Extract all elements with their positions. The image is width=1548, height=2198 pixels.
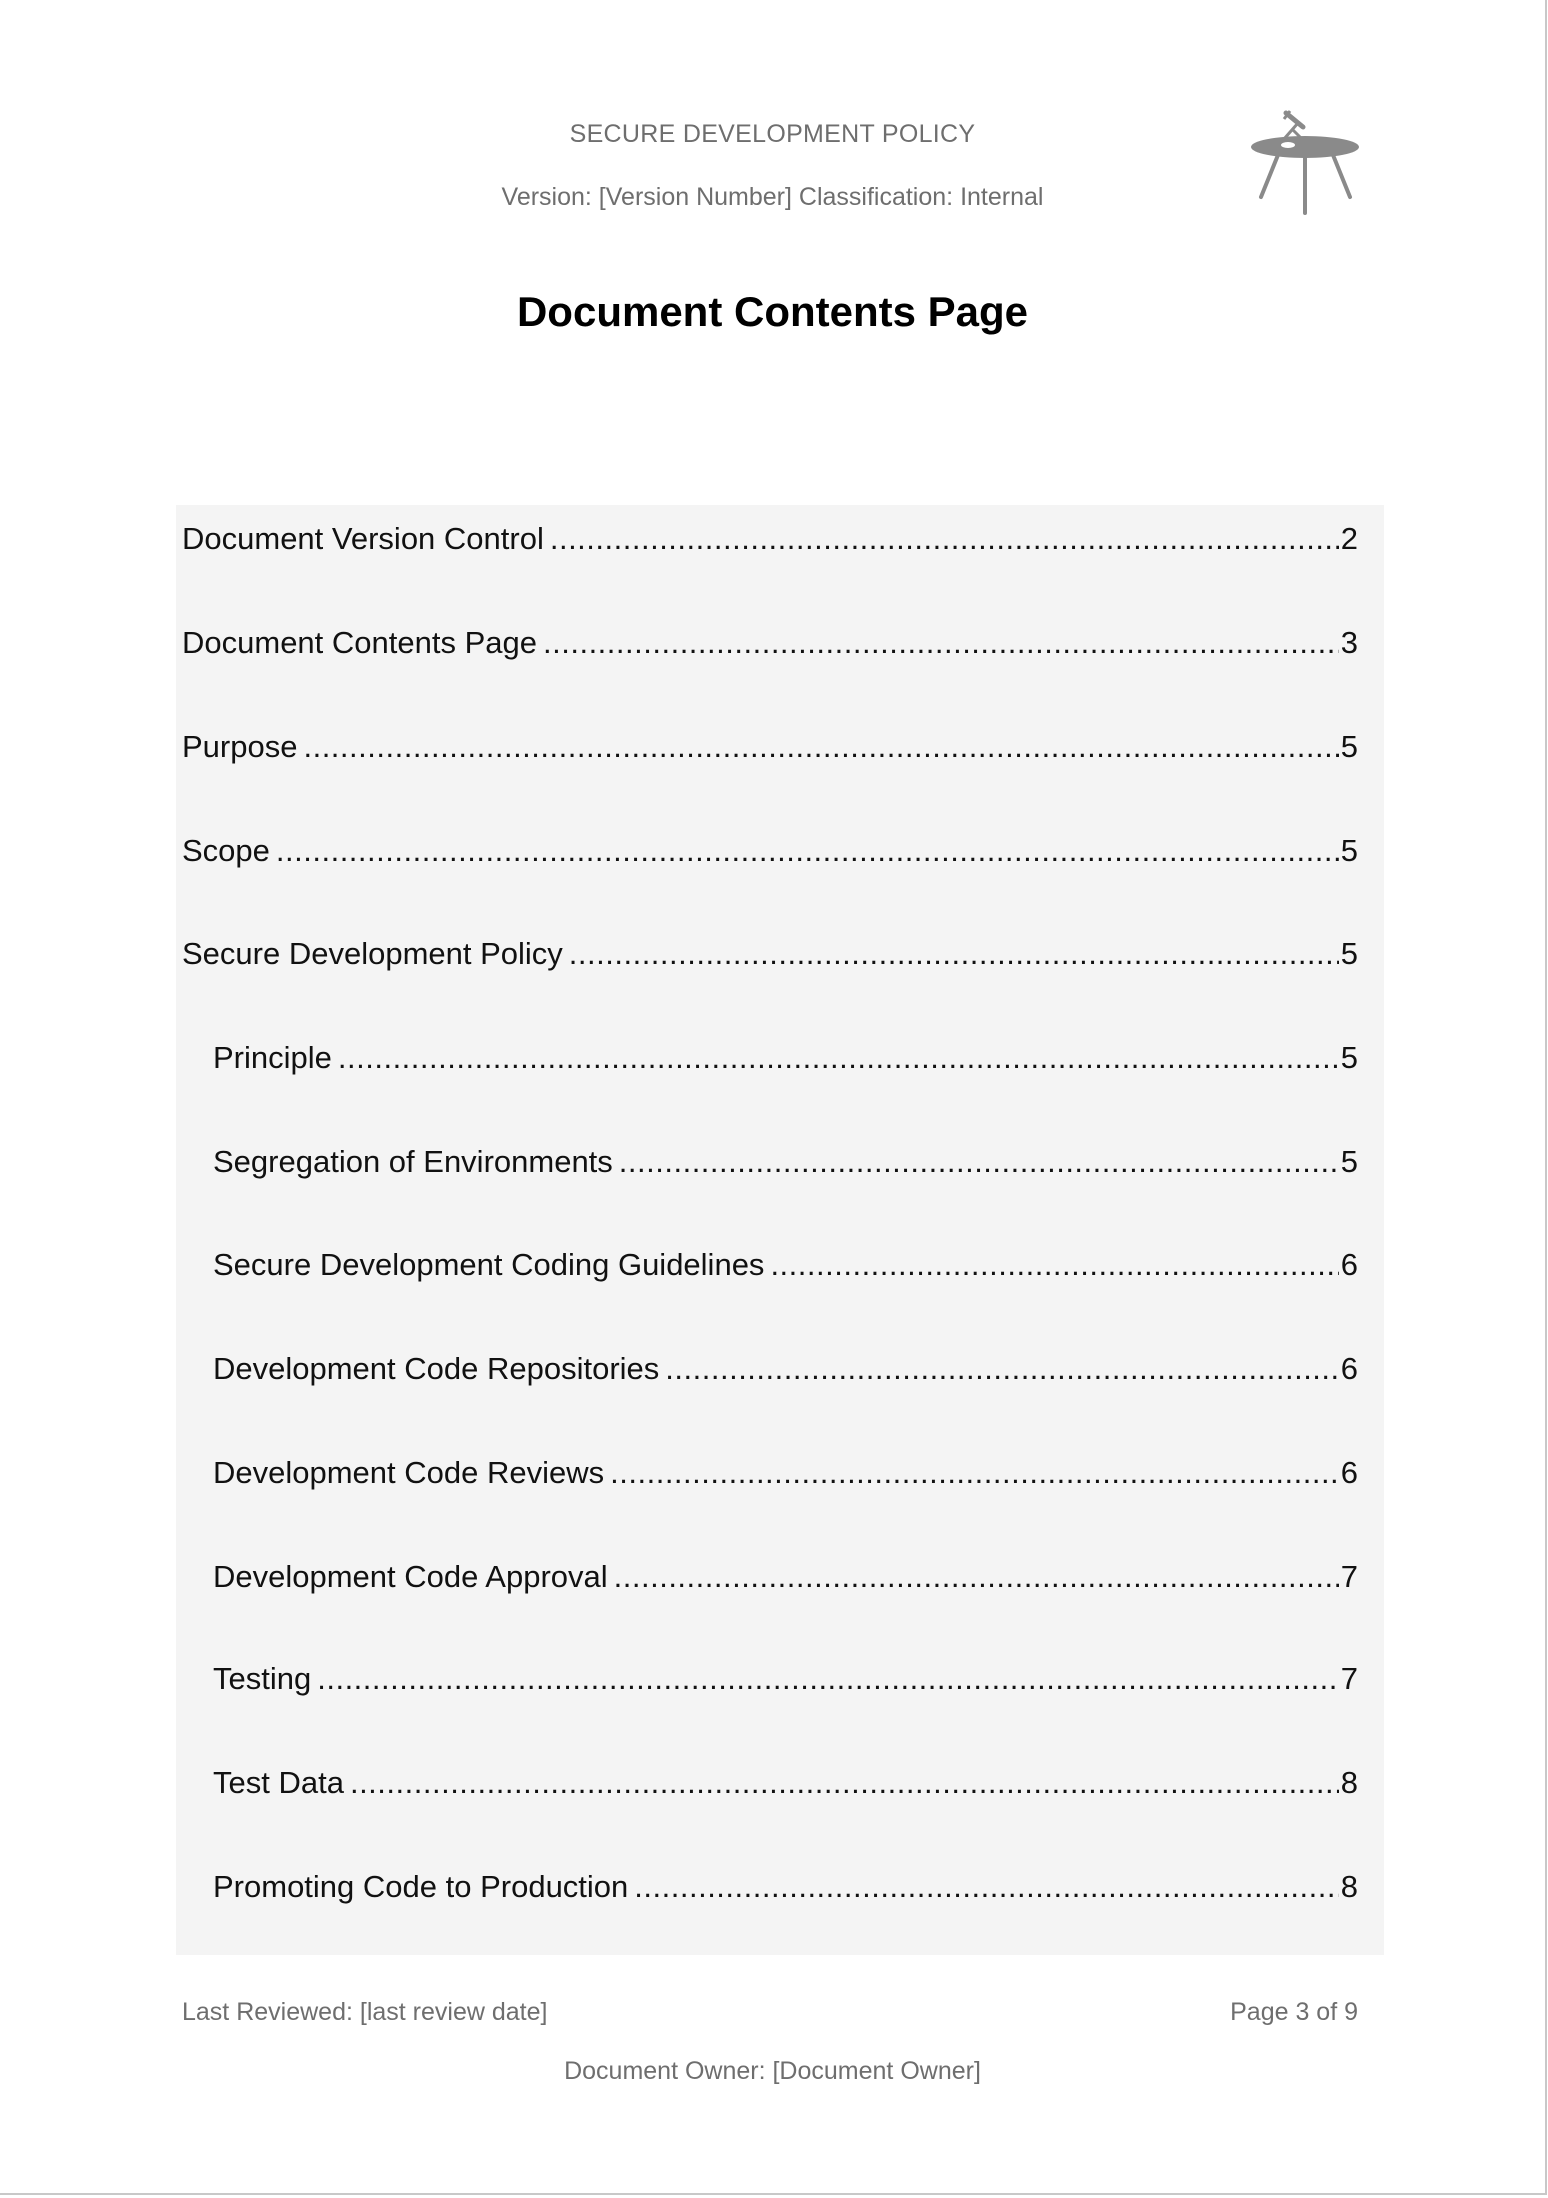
toc-entry-label: Secure Development Policy bbox=[182, 936, 563, 971]
toc-entry[interactable] bbox=[176, 729, 1358, 769]
toc-entry-label: Test Data bbox=[213, 1765, 344, 1800]
toc-entry-page: 5 bbox=[1340, 729, 1358, 764]
page-title: Document Contents Page bbox=[516, 288, 1029, 335]
table-of-contents bbox=[176, 505, 1384, 1955]
toc-entry-page: 5 bbox=[1340, 1040, 1358, 1075]
toc-entry-page: 7 bbox=[1340, 1661, 1358, 1696]
telescope-table-icon bbox=[1248, 105, 1363, 217]
toc-entry-label: Secure Development Coding Guidelines bbox=[213, 1247, 765, 1282]
toc-entry-page: 5 bbox=[1340, 1144, 1358, 1179]
toc-entry[interactable] bbox=[176, 1455, 1358, 1495]
toc-entry-page: 2 bbox=[1340, 521, 1358, 556]
footer-page-number: Page 3 of 9 bbox=[1230, 1998, 1358, 2026]
footer-last-reviewed: Last Reviewed: [last review date] bbox=[182, 1998, 548, 2026]
toc-entry[interactable] bbox=[176, 1869, 1358, 1909]
toc-entry-label: Development Code Reviews bbox=[213, 1455, 605, 1490]
toc-entry-page: 3 bbox=[1340, 625, 1358, 660]
toc-leader-dots bbox=[619, 1144, 1339, 1180]
toc-entry[interactable] bbox=[176, 1247, 1358, 1287]
toc-leader-dots bbox=[665, 1351, 1338, 1387]
toc-leader-dots bbox=[614, 1559, 1339, 1595]
toc-entry[interactable] bbox=[176, 1144, 1358, 1184]
toc-entry-label: Document Contents Page bbox=[182, 625, 537, 660]
toc-leader-dots bbox=[634, 1869, 1338, 1905]
toc-leader-dots bbox=[610, 1455, 1339, 1491]
toc-entry-page: 7 bbox=[1340, 1559, 1358, 1594]
toc-entry-label: Development Code Approval bbox=[213, 1559, 608, 1594]
toc-leader-dots bbox=[303, 729, 1338, 765]
toc-entry-label: Scope bbox=[182, 833, 270, 868]
toc-entry-label: Principle bbox=[213, 1040, 332, 1075]
toc-entry[interactable] bbox=[176, 521, 1358, 561]
toc-entry[interactable] bbox=[176, 1661, 1358, 1701]
toc-entry-label: Document Version Control bbox=[182, 521, 544, 556]
header-title: SECURE DEVELOPMENT POLICY bbox=[569, 120, 976, 148]
footer-document-owner: Document Owner: [Document Owner] bbox=[564, 2057, 981, 2085]
toc-entry[interactable] bbox=[176, 1040, 1358, 1080]
toc-leader-dots bbox=[543, 625, 1339, 661]
toc-entry-page: 5 bbox=[1340, 833, 1358, 868]
toc-leader-dots bbox=[317, 1661, 1339, 1697]
toc-entry[interactable] bbox=[176, 1765, 1358, 1805]
toc-entry-page: 8 bbox=[1340, 1765, 1358, 1800]
toc-entry-page: 5 bbox=[1340, 936, 1358, 971]
toc-entry[interactable] bbox=[176, 833, 1358, 873]
toc-entry[interactable] bbox=[176, 936, 1358, 976]
toc-entry[interactable] bbox=[176, 1559, 1358, 1599]
toc-entry-page: 6 bbox=[1340, 1247, 1358, 1282]
toc-leader-dots bbox=[276, 833, 1339, 869]
toc-leader-dots bbox=[569, 936, 1339, 972]
toc-leader-dots bbox=[338, 1040, 1339, 1076]
toc-entry-label: Promoting Code to Production bbox=[213, 1869, 629, 1904]
toc-entry-label: Segregation of Environments bbox=[213, 1144, 613, 1179]
toc-leader-dots bbox=[550, 521, 1339, 557]
toc-entry-label: Development Code Repositories bbox=[213, 1351, 660, 1386]
toc-entry-page: 8 bbox=[1340, 1869, 1358, 1904]
header-subtitle: Version: [Version Number] Classification: Internal bbox=[501, 183, 1044, 211]
toc-entry-label: Testing bbox=[213, 1661, 312, 1696]
toc-entry[interactable] bbox=[176, 1351, 1358, 1391]
toc-entry-page: 6 bbox=[1340, 1455, 1358, 1490]
toc-leader-dots bbox=[770, 1247, 1338, 1283]
toc-entry-page: 6 bbox=[1340, 1351, 1358, 1386]
toc-entry-label: Purpose bbox=[182, 729, 298, 764]
toc-entry[interactable] bbox=[176, 625, 1358, 665]
toc-leader-dots bbox=[350, 1765, 1339, 1801]
